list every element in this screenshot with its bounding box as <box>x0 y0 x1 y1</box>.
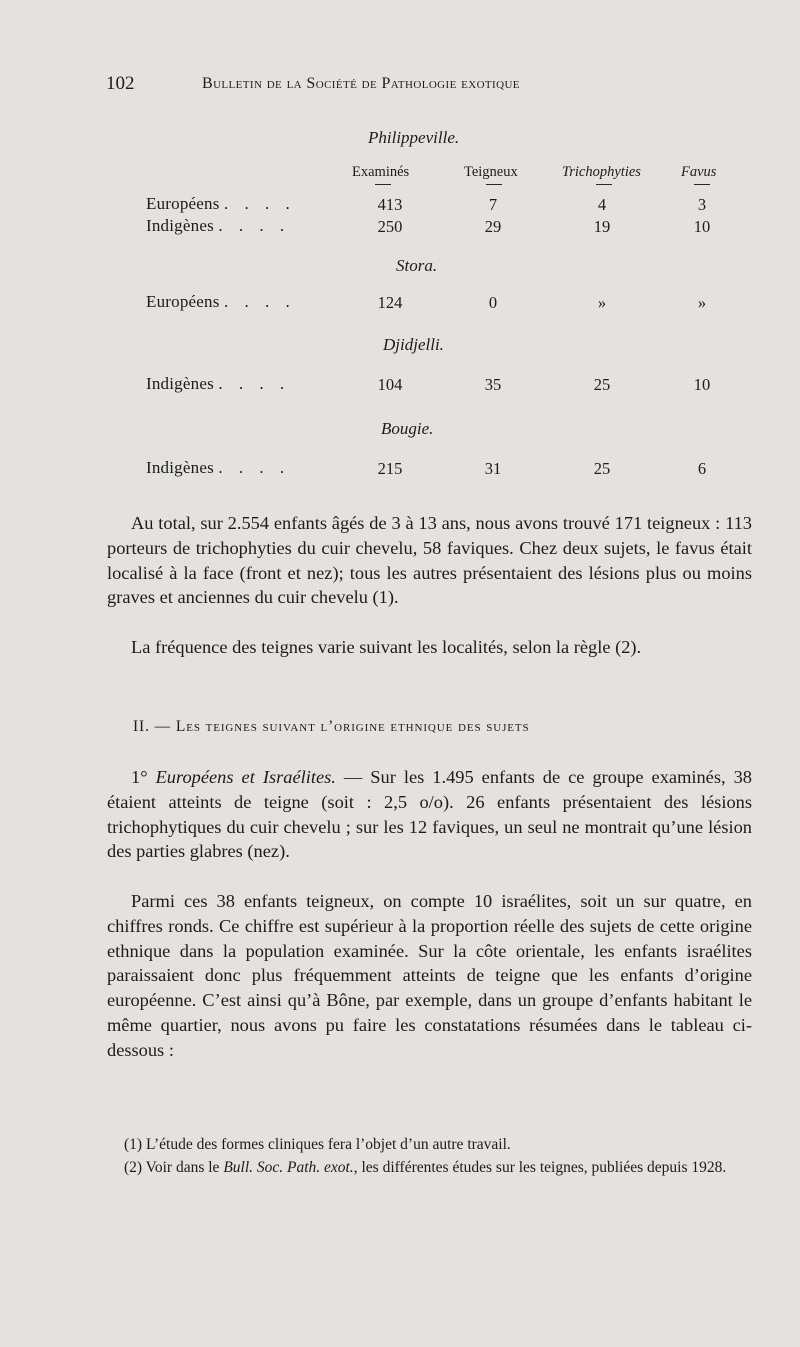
cell-trichophyties: 19 <box>593 217 611 236</box>
table-row-label: Indigènes . . . . <box>146 216 291 235</box>
col-header-teigneux: Teigneux <box>464 164 518 180</box>
cell-favus: » <box>697 293 707 312</box>
page-number: 102 <box>106 73 135 94</box>
page-header <box>106 73 766 103</box>
table-row-label: Européens . . . . <box>146 194 296 213</box>
cell-examines: 124 <box>377 293 403 312</box>
table-row-label: Indigènes . . . . <box>146 458 291 477</box>
cell-trichophyties: 4 <box>597 195 607 214</box>
table-row-label: Indigènes . . . . <box>146 374 291 393</box>
cell-examines: 413 <box>377 195 403 214</box>
cell-trichophyties: 25 <box>593 459 611 478</box>
table-place-philippeville: Philippeville. <box>368 128 460 147</box>
running-title: Bulletin de la Société de Pathologie exotique <box>202 75 520 92</box>
table-place-djidjelli: Djidjelli. <box>383 335 444 354</box>
cell-teigneux: 7 <box>488 195 498 214</box>
col-divider-dash <box>486 184 502 185</box>
cell-examines: 250 <box>377 217 403 236</box>
body-paragraph: La fréquence des teignes varie suivant les localités, selon la règle (2). <box>131 637 642 657</box>
cell-favus: 6 <box>697 459 707 478</box>
body-paragraph: 1° Européens et Israélites. — Sur les 1.495 enfants de ce groupe examinés, 38 étaient atteints de teigne (soit : 2,5 o/o). 26 enfants présentaient des lésions trichophytiques du cuir chevelu ; sur les 12 faviques, un seul ne montrait qu’une lésion des parties glabres (nez). <box>107 767 752 862</box>
cell-favus: 10 <box>693 217 711 236</box>
cell-teigneux: 31 <box>484 459 502 478</box>
table-place-bougie: Bougie. <box>381 419 434 438</box>
body-paragraph: Au total, sur 2.554 enfants âgés de 3 à 13 ans, nous avons trouvé 171 teigneux : 113 porteurs de trichophyties du cuir chevelu, 58 faviques. Chez deux sujets, le favus était localisé à la face (front et nez); tous les autres présentaient des lésions plus ou moins graves et anciennes du cuir chevelu (1). <box>107 513 752 608</box>
col-divider-dash <box>596 184 612 185</box>
body-paragraph: Parmi ces 38 enfants teigneux, on compte 10 israélites, soit un sur quatre, en chiffres ronds. Ce chiffre est supérieur à la proportion réelle des sujets de cette origine ethnique dans la population examinée. Sur la côte orientale, les enfants israélites paraissaient donc plus fréquemment atteints de teigne que les enfants d’origine européenne. C’est ainsi qu’à Bône, par exemple, dans un groupe d’enfants habitant le même quartier, nous avons pu faire les constatations résumées dans le tableau ci-dessous : <box>107 891 752 1060</box>
col-header-examines: Examinés <box>352 164 410 180</box>
section-heading: II. — Les teignes suivant l’origine ethnique des sujets <box>133 718 530 735</box>
footnote-2: (2) Voir dans le Bull. Soc. Path. exot., les différentes études sur les teignes, publiées depuis 1928. <box>124 1159 727 1176</box>
table-place-stora: Stora. <box>396 256 438 275</box>
col-header-trichophyties: Trichophyties <box>562 164 641 180</box>
cell-trichophyties: » <box>597 293 607 312</box>
cell-favus: 3 <box>697 195 707 214</box>
cell-favus: 10 <box>693 375 711 394</box>
col-header-favus: Favus <box>681 164 717 180</box>
cell-teigneux: 29 <box>484 217 502 236</box>
footnote-1: (1) L’étude des formes cliniques fera l’objet d’un autre travail. <box>124 1136 511 1153</box>
cell-teigneux: 0 <box>488 293 498 312</box>
cell-examines: 104 <box>377 375 403 394</box>
col-divider-dash <box>375 184 391 185</box>
cell-teigneux: 35 <box>484 375 502 394</box>
col-divider-dash <box>694 184 710 185</box>
table-row-label: Européens . . . . <box>146 292 296 311</box>
cell-trichophyties: 25 <box>593 375 611 394</box>
cell-examines: 215 <box>377 459 403 478</box>
